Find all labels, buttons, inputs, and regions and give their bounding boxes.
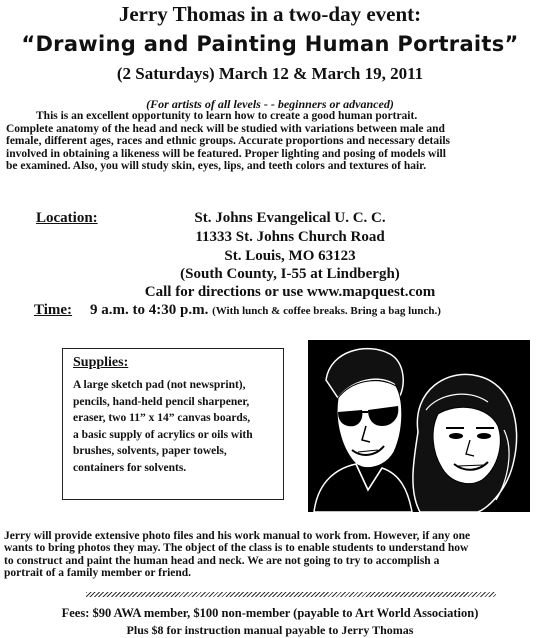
location-label: Location: — [36, 210, 98, 226]
audience-note: (For artists of all levels - - beginners or advanced) — [146, 97, 394, 111]
event-subtitle: “Drawing and Painting Human Portraits” — [21, 32, 519, 56]
supplies-heading: Supplies: — [73, 355, 129, 370]
portrait-illustration-svg — [308, 340, 530, 512]
supply-line: pencils, hand-held pencil sharpener, — [73, 395, 250, 408]
time-label: Time: — [34, 302, 73, 318]
event-title: Jerry Thomas in a two-day event: — [118, 2, 422, 26]
divider — [86, 592, 496, 597]
closing-line: to construct and paint the human head and neck. We are not going to try to accomplish a — [4, 554, 440, 567]
fees-extra-text: Plus $8 for instruction manual payable to Jerry Thomas — [126, 623, 414, 637]
description-line: female, different ages, races and ethnic groups. Accurate proportions and necessary details — [6, 135, 450, 147]
description-line: Complete anatomy of the head and neck will be studied with variations between male and — [6, 122, 445, 135]
description-line: be examined. Also, you will study skin, eyes, lips, and teeth colors and textures of hair. — [6, 160, 427, 172]
description-line: This is an excellent opportunity to learn how to create a good human portrait. — [36, 110, 418, 122]
supply-line: eraser, two 11” x 14” canvas boards, — [73, 412, 251, 424]
event-description — [6, 110, 536, 173]
location-venue: St. Johns Evangelical U. C. C. — [194, 210, 386, 226]
location-directions: Call for directions or use www.mapquest.com — [144, 284, 436, 300]
supply-line: a basic supply of acrylics or oils with — [73, 428, 253, 441]
closing-line: wants to bring photos they may. The object of the class is to enable students to understand how — [4, 542, 469, 555]
location-area: (South County, I-55 at Lindbergh) — [180, 266, 400, 282]
location-street: 11333 St. Johns Church Road — [195, 229, 385, 245]
portrait-illustration — [308, 340, 530, 512]
supply-line: A large sketch pad (not newsprint), — [73, 379, 246, 391]
description-line: involved in obtaining a likeness will be featured. Proper lighting and posing of models will — [6, 147, 446, 160]
time-hours: 9 a.m. to 4:30 p.m. — [90, 302, 209, 318]
supplies-list — [73, 377, 273, 476]
closing-line: portrait of a family member or friend. — [4, 566, 192, 579]
supply-line: brushes, solvents, paper towels, — [73, 445, 227, 457]
location-city: St. Louis, MO 63123 — [224, 248, 356, 264]
event-dates: (2 Saturdays) March 12 & March 19, 2011 — [116, 64, 424, 83]
time-value — [90, 302, 441, 319]
closing-paragraph — [4, 530, 538, 579]
supplies-box — [62, 348, 284, 500]
time-note: (With lunch & coffee breaks. Bring a bag lunch.) — [212, 305, 441, 317]
fees-text: Fees: $90 AWA member, $100 non-member (payable to Art World Association) — [61, 606, 479, 620]
closing-line: Jerry will provide extensive photo files and his work manual to work from. However, if any one — [4, 530, 471, 542]
supply-line: containers for solvents. — [73, 461, 187, 474]
